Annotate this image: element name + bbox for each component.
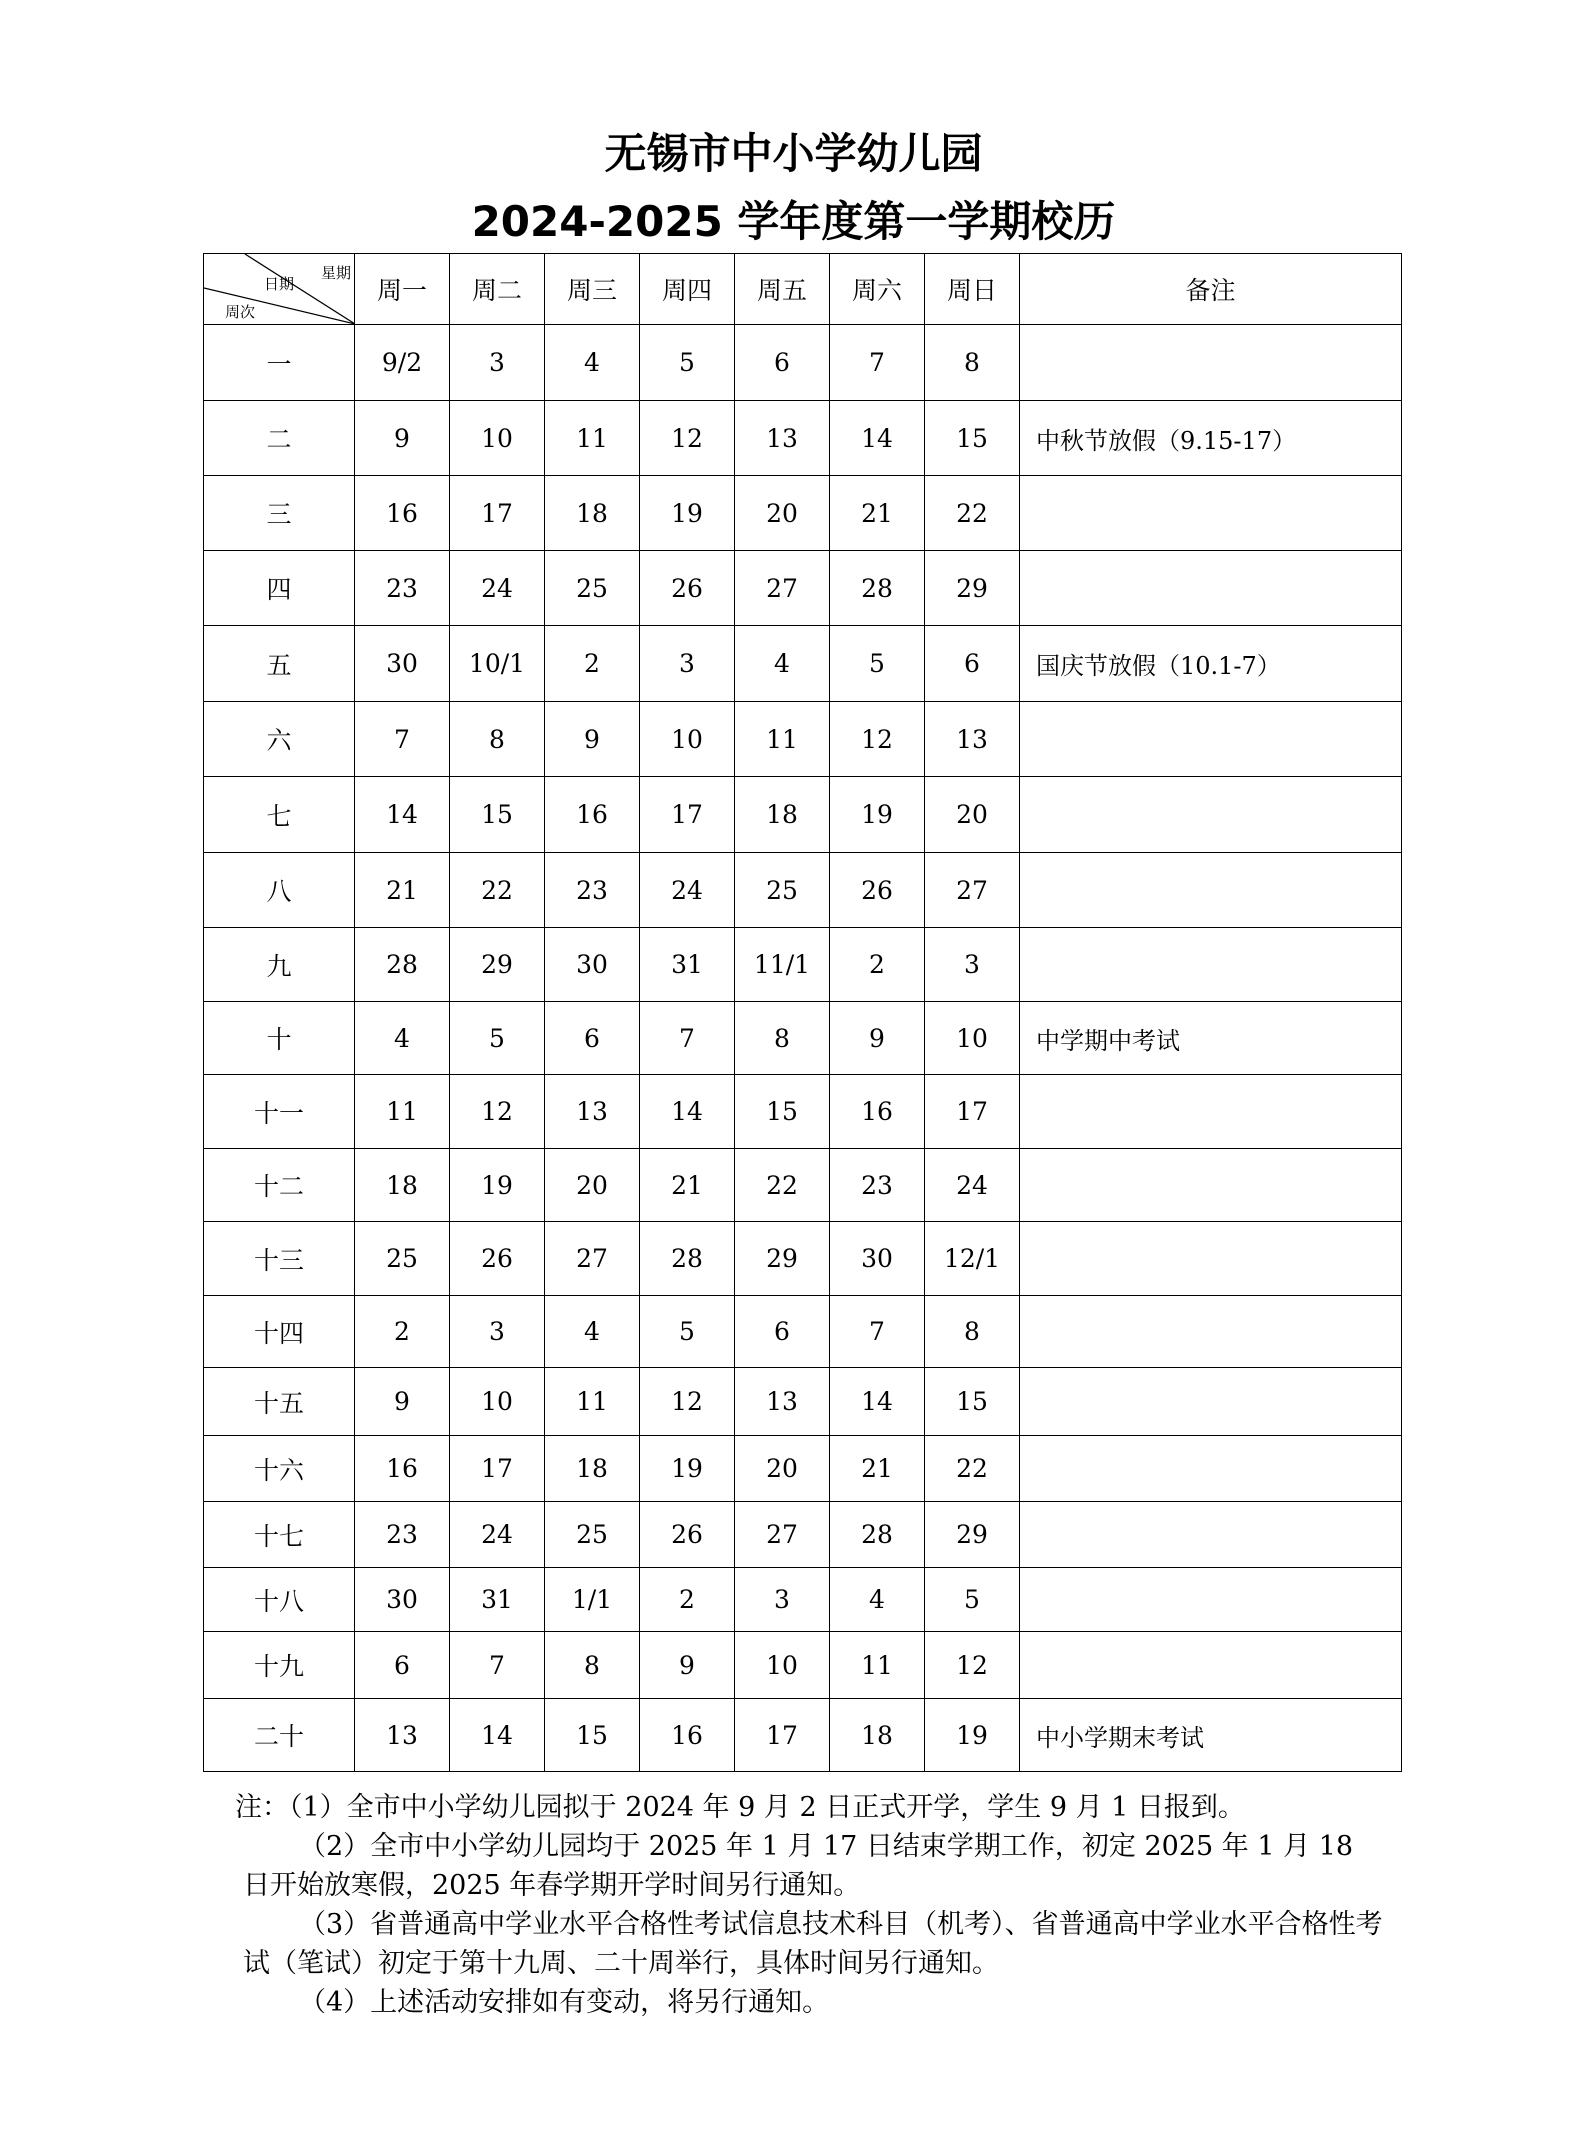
date-cell: 18 xyxy=(545,476,640,551)
table-row xyxy=(204,1632,1402,1699)
date-cell: 15 xyxy=(450,777,545,853)
date-cell: 3 xyxy=(735,1568,830,1632)
date-cell: 29 xyxy=(925,551,1020,626)
date-cell: 21 xyxy=(830,476,925,551)
date-cell: 8 xyxy=(735,1002,830,1075)
date-cell: 23 xyxy=(355,1502,450,1568)
date-cell: 3 xyxy=(640,626,735,702)
date-cell: 28 xyxy=(640,1222,735,1296)
header-row xyxy=(204,254,1402,325)
date-cell: 18 xyxy=(830,1699,925,1772)
date-cell: 18 xyxy=(735,777,830,853)
header-thu: 周四 xyxy=(640,254,735,325)
date-cell: 30 xyxy=(830,1222,925,1296)
remark-cell xyxy=(1020,1222,1402,1296)
date-cell: 22 xyxy=(735,1149,830,1222)
remark-cell xyxy=(1020,853,1402,928)
date-cell: 11 xyxy=(830,1632,925,1699)
week-number-cell: 十三 xyxy=(204,1222,355,1296)
date-cell: 19 xyxy=(450,1149,545,1222)
date-cell: 4 xyxy=(735,626,830,702)
date-cell: 4 xyxy=(830,1568,925,1632)
date-cell: 4 xyxy=(545,325,640,401)
date-cell: 12 xyxy=(640,401,735,476)
date-cell: 6 xyxy=(355,1632,450,1699)
date-cell: 2 xyxy=(355,1296,450,1368)
table-row xyxy=(204,1502,1402,1568)
week-number-cell: 八 xyxy=(204,853,355,928)
date-cell: 14 xyxy=(830,1368,925,1436)
week-number-cell: 十九 xyxy=(204,1632,355,1699)
week-number-cell: 三 xyxy=(204,476,355,551)
date-cell: 9 xyxy=(545,702,640,777)
remark-cell xyxy=(1020,1075,1402,1149)
remark-cell xyxy=(1020,325,1402,401)
date-cell: 26 xyxy=(450,1222,545,1296)
remark-cell xyxy=(1020,551,1402,626)
date-cell: 6 xyxy=(735,1296,830,1368)
date-cell: 3 xyxy=(925,928,1020,1002)
date-cell: 7 xyxy=(355,702,450,777)
date-cell: 7 xyxy=(640,1002,735,1075)
week-number-cell: 十五 xyxy=(204,1368,355,1436)
date-cell: 9/2 xyxy=(355,325,450,401)
date-cell: 16 xyxy=(545,777,640,853)
table-row xyxy=(204,551,1402,626)
week-number-cell: 十 xyxy=(204,1002,355,1075)
date-cell: 26 xyxy=(640,551,735,626)
remark-cell: 中学期中考试 xyxy=(1020,1002,1402,1075)
date-cell: 10 xyxy=(735,1632,830,1699)
date-cell: 31 xyxy=(450,1568,545,1632)
date-cell: 21 xyxy=(640,1149,735,1222)
date-cell: 27 xyxy=(735,551,830,626)
date-cell: 17 xyxy=(640,777,735,853)
date-cell: 10 xyxy=(640,702,735,777)
table-row xyxy=(204,702,1402,777)
table-row xyxy=(204,476,1402,551)
date-cell: 17 xyxy=(925,1075,1020,1149)
date-cell: 2 xyxy=(640,1568,735,1632)
week-number-cell: 五 xyxy=(204,626,355,702)
date-cell: 22 xyxy=(450,853,545,928)
date-cell: 20 xyxy=(925,777,1020,853)
date-cell: 21 xyxy=(355,853,450,928)
date-cell: 11 xyxy=(545,401,640,476)
week-number-cell: 二十 xyxy=(204,1699,355,1772)
table-row xyxy=(204,626,1402,702)
date-cell: 23 xyxy=(545,853,640,928)
date-cell: 26 xyxy=(640,1502,735,1568)
date-cell: 15 xyxy=(545,1699,640,1772)
date-cell: 11 xyxy=(355,1075,450,1149)
remark-cell xyxy=(1020,476,1402,551)
corner-label-date: 日期 xyxy=(264,275,295,293)
date-cell: 13 xyxy=(735,401,830,476)
date-cell: 8 xyxy=(545,1632,640,1699)
date-cell: 5 xyxy=(450,1002,545,1075)
remark-cell xyxy=(1020,1368,1402,1436)
remark-cell xyxy=(1020,1568,1402,1632)
header-mon: 周一 xyxy=(355,254,450,325)
week-number-cell: 十一 xyxy=(204,1075,355,1149)
remark-cell xyxy=(1020,1296,1402,1368)
title-line-1: 无锡市中小学幼儿园 xyxy=(604,129,983,178)
corner-cell xyxy=(204,254,355,325)
date-cell: 10 xyxy=(450,401,545,476)
date-cell: 14 xyxy=(355,777,450,853)
date-cell: 14 xyxy=(450,1699,545,1772)
date-cell: 2 xyxy=(830,928,925,1002)
date-cell: 11 xyxy=(735,702,830,777)
date-cell: 21 xyxy=(830,1436,925,1502)
date-cell: 15 xyxy=(925,1368,1020,1436)
table-row xyxy=(204,1296,1402,1368)
remark-cell: 中小学期末考试 xyxy=(1020,1699,1402,1772)
date-cell: 4 xyxy=(355,1002,450,1075)
remark-cell xyxy=(1020,928,1402,1002)
date-cell: 26 xyxy=(830,853,925,928)
date-cell: 17 xyxy=(735,1699,830,1772)
table-row xyxy=(204,853,1402,928)
header-fri: 周五 xyxy=(735,254,830,325)
date-cell: 19 xyxy=(830,777,925,853)
date-cell: 20 xyxy=(545,1149,640,1222)
remark-cell: 国庆节放假（10.1-7） xyxy=(1020,626,1402,702)
note-3: （3）省普通高中学业水平合格性考试信息技术科目（机考）、省普通高中学业水平合格性考试（笔试）初定于第十九周、二十周举行，具体时间另行通知。 xyxy=(243,1909,1383,1979)
date-cell: 29 xyxy=(925,1502,1020,1568)
date-cell: 7 xyxy=(830,325,925,401)
week-number-cell: 十二 xyxy=(204,1149,355,1222)
table-row xyxy=(204,1149,1402,1222)
date-cell: 11/1 xyxy=(735,928,830,1002)
date-cell: 9 xyxy=(355,1368,450,1436)
date-cell: 6 xyxy=(925,626,1020,702)
date-cell: 13 xyxy=(735,1368,830,1436)
date-cell: 12 xyxy=(830,702,925,777)
table-row xyxy=(204,777,1402,853)
date-cell: 16 xyxy=(355,1436,450,1502)
remark-cell xyxy=(1020,777,1402,853)
table-row xyxy=(204,401,1402,476)
date-cell: 14 xyxy=(830,401,925,476)
week-number-cell: 一 xyxy=(204,325,355,401)
date-cell: 30 xyxy=(545,928,640,1002)
table-row xyxy=(204,1222,1402,1296)
date-cell: 22 xyxy=(925,476,1020,551)
corner-label-weekday: 星期 xyxy=(321,264,352,282)
table-row xyxy=(204,928,1402,1002)
date-cell: 23 xyxy=(830,1149,925,1222)
header-tue: 周二 xyxy=(450,254,545,325)
table-row xyxy=(204,1002,1402,1075)
week-number-cell: 七 xyxy=(204,777,355,853)
date-cell: 16 xyxy=(830,1075,925,1149)
date-cell: 29 xyxy=(450,928,545,1002)
date-cell: 24 xyxy=(640,853,735,928)
date-cell: 8 xyxy=(925,325,1020,401)
date-cell: 20 xyxy=(735,476,830,551)
date-cell: 24 xyxy=(925,1149,1020,1222)
date-cell: 28 xyxy=(830,1502,925,1568)
date-cell: 12 xyxy=(640,1368,735,1436)
date-cell: 13 xyxy=(545,1075,640,1149)
notes xyxy=(235,1788,1383,2022)
week-number-cell: 十六 xyxy=(204,1436,355,1502)
date-cell: 8 xyxy=(450,702,545,777)
week-number-cell: 十七 xyxy=(204,1502,355,1568)
date-cell: 30 xyxy=(355,626,450,702)
date-cell: 17 xyxy=(450,476,545,551)
table-row xyxy=(204,325,1402,401)
date-cell: 5 xyxy=(830,626,925,702)
date-cell: 28 xyxy=(830,551,925,626)
date-cell: 12/1 xyxy=(925,1222,1020,1296)
date-cell: 8 xyxy=(925,1296,1020,1368)
date-cell: 25 xyxy=(355,1222,450,1296)
date-cell: 12 xyxy=(925,1632,1020,1699)
date-cell: 17 xyxy=(450,1436,545,1502)
remark-cell: 中秋节放假（9.15-17） xyxy=(1020,401,1402,476)
title-line-2: 2024-2025 学年度第一学期校历 xyxy=(471,197,1116,246)
date-cell: 3 xyxy=(450,1296,545,1368)
table-row xyxy=(204,1699,1402,1772)
date-cell: 24 xyxy=(450,1502,545,1568)
week-number-cell: 十四 xyxy=(204,1296,355,1368)
remark-cell xyxy=(1020,1502,1402,1568)
week-number-cell: 四 xyxy=(204,551,355,626)
date-cell: 18 xyxy=(545,1436,640,1502)
date-cell: 31 xyxy=(640,928,735,1002)
date-cell: 10 xyxy=(925,1002,1020,1075)
note-4: （4）上述活动安排如有变动，将另行通知。 xyxy=(299,1987,830,2018)
header-wed: 周三 xyxy=(545,254,640,325)
date-cell: 16 xyxy=(640,1699,735,1772)
date-cell: 20 xyxy=(735,1436,830,1502)
date-cell: 12 xyxy=(450,1075,545,1149)
calendar-table xyxy=(203,253,1402,1772)
date-cell: 18 xyxy=(355,1149,450,1222)
week-number-cell: 十八 xyxy=(204,1568,355,1632)
date-cell: 3 xyxy=(450,325,545,401)
note-1: 注：（1）全市中小学幼儿园拟于 2024 年 9 月 2 日正式开学，学生 9 月 1 日报到。 xyxy=(235,1792,1245,1823)
header-sat: 周六 xyxy=(830,254,925,325)
date-cell: 19 xyxy=(925,1699,1020,1772)
date-cell: 30 xyxy=(355,1568,450,1632)
date-cell: 5 xyxy=(640,325,735,401)
date-cell: 28 xyxy=(355,928,450,1002)
date-cell: 9 xyxy=(640,1632,735,1699)
date-cell: 25 xyxy=(545,1502,640,1568)
date-cell: 6 xyxy=(735,325,830,401)
corner-label-week: 周次 xyxy=(225,303,256,321)
header-sun: 周日 xyxy=(925,254,1020,325)
date-cell: 6 xyxy=(545,1002,640,1075)
date-cell: 29 xyxy=(735,1222,830,1296)
header-remark: 备注 xyxy=(1020,254,1402,325)
date-cell: 7 xyxy=(830,1296,925,1368)
date-cell: 27 xyxy=(545,1222,640,1296)
date-cell: 1/1 xyxy=(545,1568,640,1632)
table-row xyxy=(204,1568,1402,1632)
remark-cell xyxy=(1020,702,1402,777)
date-cell: 13 xyxy=(925,702,1020,777)
week-number-cell: 二 xyxy=(204,401,355,476)
date-cell: 27 xyxy=(735,1502,830,1568)
remark-cell xyxy=(1020,1436,1402,1502)
date-cell: 27 xyxy=(925,853,1020,928)
date-cell: 10 xyxy=(450,1368,545,1436)
date-cell: 14 xyxy=(640,1075,735,1149)
date-cell: 16 xyxy=(355,476,450,551)
date-cell: 23 xyxy=(355,551,450,626)
table-row xyxy=(204,1075,1402,1149)
date-cell: 13 xyxy=(355,1699,450,1772)
date-cell: 10/1 xyxy=(450,626,545,702)
date-cell: 19 xyxy=(640,476,735,551)
date-cell: 19 xyxy=(640,1436,735,1502)
date-cell: 15 xyxy=(925,401,1020,476)
remark-cell xyxy=(1020,1632,1402,1699)
week-number-cell: 九 xyxy=(204,928,355,1002)
date-cell: 9 xyxy=(355,401,450,476)
remark-cell xyxy=(1020,1149,1402,1222)
date-cell: 2 xyxy=(545,626,640,702)
date-cell: 9 xyxy=(830,1002,925,1075)
date-cell: 7 xyxy=(450,1632,545,1699)
date-cell: 11 xyxy=(545,1368,640,1436)
date-cell: 22 xyxy=(925,1436,1020,1502)
table-row xyxy=(204,1368,1402,1436)
week-number-cell: 六 xyxy=(204,702,355,777)
date-cell: 5 xyxy=(925,1568,1020,1632)
table-row xyxy=(204,1436,1402,1502)
date-cell: 5 xyxy=(640,1296,735,1368)
date-cell: 25 xyxy=(545,551,640,626)
date-cell: 15 xyxy=(735,1075,830,1149)
date-cell: 25 xyxy=(735,853,830,928)
note-2: （2）全市中小学幼儿园均于 2025 年 1 月 17 日结束学期工作，初定 2025 年 1 月 18 日开始放寒假，2025 年春学期开学时间另行通知。 xyxy=(243,1831,1354,1901)
date-cell: 24 xyxy=(450,551,545,626)
date-cell: 4 xyxy=(545,1296,640,1368)
